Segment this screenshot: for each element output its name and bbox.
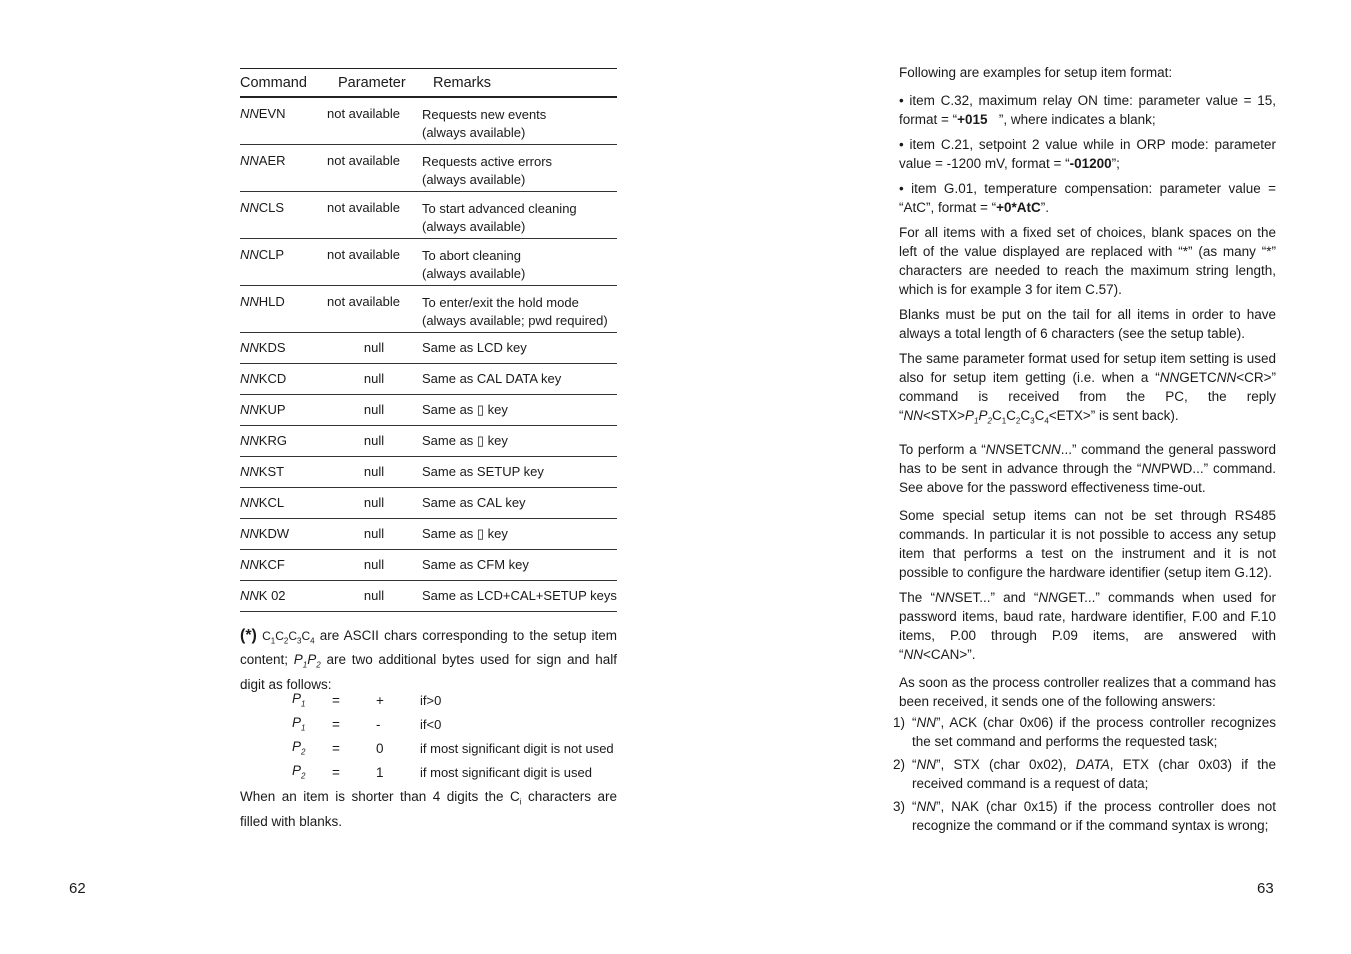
value-cell: -: [376, 716, 381, 732]
value-cell: 0: [376, 740, 384, 756]
equals-cell: =: [332, 716, 340, 732]
right-column-text: [893, 63, 1276, 839]
parameter-cell: null: [326, 363, 422, 394]
remarks-cell: To start advanced cleaning (always available): [422, 191, 617, 238]
table-row: [240, 456, 617, 487]
command-table: [240, 68, 617, 612]
parameter-cell: not available: [326, 285, 422, 332]
answers-intro: As soon as the process controller realizes that a command has been received, it sends one of the following answers:: [899, 674, 1276, 709]
symbol-cell: $P_1$: [292, 715, 306, 733]
equals-cell: =: [332, 764, 340, 780]
list-item: 1) “NN”, ACK (char 0x06) if the process controller recognizes the set command and performs the requested task;: [893, 714, 1276, 749]
table-row: [240, 487, 617, 518]
command-cell: NNHLD: [240, 285, 326, 332]
page-number-left: 62: [69, 880, 86, 897]
sign-digit-table: [292, 688, 614, 784]
parameter-cell: null: [326, 332, 422, 363]
value-cell: 1: [376, 764, 384, 780]
command-cell: NNKCF: [240, 549, 326, 580]
answers-list: [893, 713, 1276, 835]
command-cell: NNKUP: [240, 394, 326, 425]
command-cell: NNAER: [240, 144, 326, 191]
footnote-star: (*) $C_1C_2C_3C_4$ are ASCII chars corresponding to the setup item content; $P_1P_2$ are two additional bytes used for sign and half digit as follows:: [240, 627, 617, 693]
sign-row: [292, 688, 614, 712]
table-row: [240, 144, 617, 191]
parameter-cell: null: [326, 394, 422, 425]
parameter-cell: not available: [326, 97, 422, 144]
parameter-cell: null: [326, 549, 422, 580]
blanks-note: When an item is shorter than 4 digits the $C_i$ characters are filled with blanks.: [240, 789, 617, 829]
perform-paragraph: To perform a “NNSETCNN...” command the general password has to be sent in advance through the “NNPWD...” command. See above for the password effectiveness time-out.: [899, 441, 1276, 495]
remarks-cell: Same as LCD key: [422, 332, 617, 363]
sign-row: [292, 736, 614, 760]
intro-paragraph: Following are examples for setup item format:: [899, 65, 1173, 80]
parameter-cell: not available: [326, 238, 422, 285]
nnset-paragraph: The “NNSET...” and “NNGET...” commands when used for password items, baud rate, hardware identifier, F.00 and F.10 items, P.00 through P.09 items, are answered with “NN<CAN>”.: [899, 589, 1276, 662]
remarks-cell: To abort cleaning (always available): [422, 238, 617, 285]
command-cell: NNKCL: [240, 487, 326, 518]
footnote-text-b: are two additional bytes used for sign and half digit as follows:: [240, 652, 617, 693]
left-page: [0, 0, 675, 954]
table-row: [240, 580, 617, 611]
parameter-cell: null: [326, 487, 422, 518]
equals-cell: =: [332, 692, 340, 708]
example-g01: • item G.01, temperature compensation: parameter value = “AtC”, format = “+0*AtC”.: [899, 181, 1276, 215]
command-cell: NNKCD: [240, 363, 326, 394]
remarks-cell: Same as ▯ key: [422, 425, 617, 456]
parameter-cell: null: [326, 425, 422, 456]
parameter-cell: not available: [326, 144, 422, 191]
command-cell: NNKST: [240, 456, 326, 487]
command-cell: NNKDS: [240, 332, 326, 363]
header-parameter: Parameter: [326, 69, 422, 98]
condition-cell: if most significant digit is not used: [420, 740, 614, 756]
parameter-cell: null: [326, 518, 422, 549]
list-item: 2) “NN”, STX (char 0x02), DATA, ETX (char 0x03) if the received command is a request of data;: [893, 756, 1276, 791]
header-remarks: Remarks: [422, 69, 617, 98]
remarks-cell: Same as LCD+CAL+SETUP keys: [422, 580, 617, 611]
remarks-cell: Same as CFM key: [422, 549, 617, 580]
remarks-cell: Same as SETUP key: [422, 456, 617, 487]
remarks-cell: Same as CAL DATA key: [422, 363, 617, 394]
parameter-cell: null: [326, 456, 422, 487]
symbol-cell: $P_2$: [292, 763, 306, 781]
value-cell: +: [376, 692, 384, 708]
remarks-cell: Requests active errors (always available): [422, 144, 617, 191]
symbol-cell: $P_2$: [292, 739, 306, 757]
table-row: [240, 238, 617, 285]
right-page: [675, 0, 1351, 954]
special-items-paragraph: Some special setup items can not be set through RS485 commands. In particular it is not possible to access any setup item that performs a test on the instrument and it is not possible to configure the hardware identifier (setup item G.12).: [899, 507, 1276, 580]
command-cell: NNCLP: [240, 238, 326, 285]
same-format-paragraph: The same parameter format used for setup item setting is used also for setup item getting (i.e. when a “NNGETCNN<CR>” command is received from the PC, the reply “$NN<STX>P_1P_2C_1C_2C_3C_4<ETX>$” is sent back).: [899, 351, 1276, 426]
header-command: Command: [240, 69, 326, 98]
command-cell: NNKDW: [240, 518, 326, 549]
example-c32: • item C.32, maximum relay ON time: parameter value = 15, format = “+015 ”, where indicates a blank;: [899, 93, 1276, 127]
sign-row: [292, 760, 614, 784]
command-cell: NNK 02: [240, 580, 326, 611]
remarks-cell: Same as ▯ key: [422, 518, 617, 549]
table-row: [240, 285, 617, 332]
table-row: [240, 518, 617, 549]
table-row: [240, 332, 617, 363]
remarks-cell: Same as ▯ key: [422, 394, 617, 425]
remarks-cell: Same as CAL key: [422, 487, 617, 518]
remarks-cell: To enter/exit the hold mode (always available; pwd required): [422, 285, 617, 332]
table-row: [240, 394, 617, 425]
table-row: [240, 363, 617, 394]
sign-row: [292, 712, 614, 736]
parameter-cell: not available: [326, 191, 422, 238]
condition-cell: if most significant digit is used: [420, 764, 592, 780]
equals-cell: =: [332, 740, 340, 756]
footnote-text-a: are ASCII chars corresponding to the setup item content;: [240, 628, 617, 668]
condition-cell: if>0: [420, 692, 442, 708]
symbol-cell: $P_1$: [292, 691, 306, 709]
remarks-cell: Requests new events (always available): [422, 97, 617, 144]
table-row: [240, 549, 617, 580]
table-row: [240, 97, 617, 144]
condition-cell: if<0: [420, 716, 442, 732]
footnote-marker: (*): [240, 627, 257, 644]
command-cell: NNKRG: [240, 425, 326, 456]
command-cell: NNCLS: [240, 191, 326, 238]
fixed-choices-paragraph: For all items with a fixed set of choices, blank spaces on the left of the value displayed are replaced with “*” (as many “*” characters are needed to reach the maximum string length, which is for example 3 for item C.57).: [899, 225, 1276, 297]
page-number-right: 63: [1257, 880, 1274, 897]
table-row: [240, 425, 617, 456]
example-c21: • item C.21, setpoint 2 value while in ORP mode: parameter value = -1200 mV, format = “-01200”;: [899, 137, 1276, 171]
command-cell: NNEVN: [240, 97, 326, 144]
parameter-cell: null: [326, 580, 422, 611]
table-header-row: [240, 69, 617, 98]
list-item: 3) “NN”, NAK (char 0x15) if the process controller does not recognize the command or if the command syntax is wrong;: [893, 798, 1276, 833]
table-row: [240, 191, 617, 238]
blanks-paragraph: Blanks must be put on the tail for all items in order to have always a total length of 6 characters (see the setup table).: [899, 307, 1276, 341]
